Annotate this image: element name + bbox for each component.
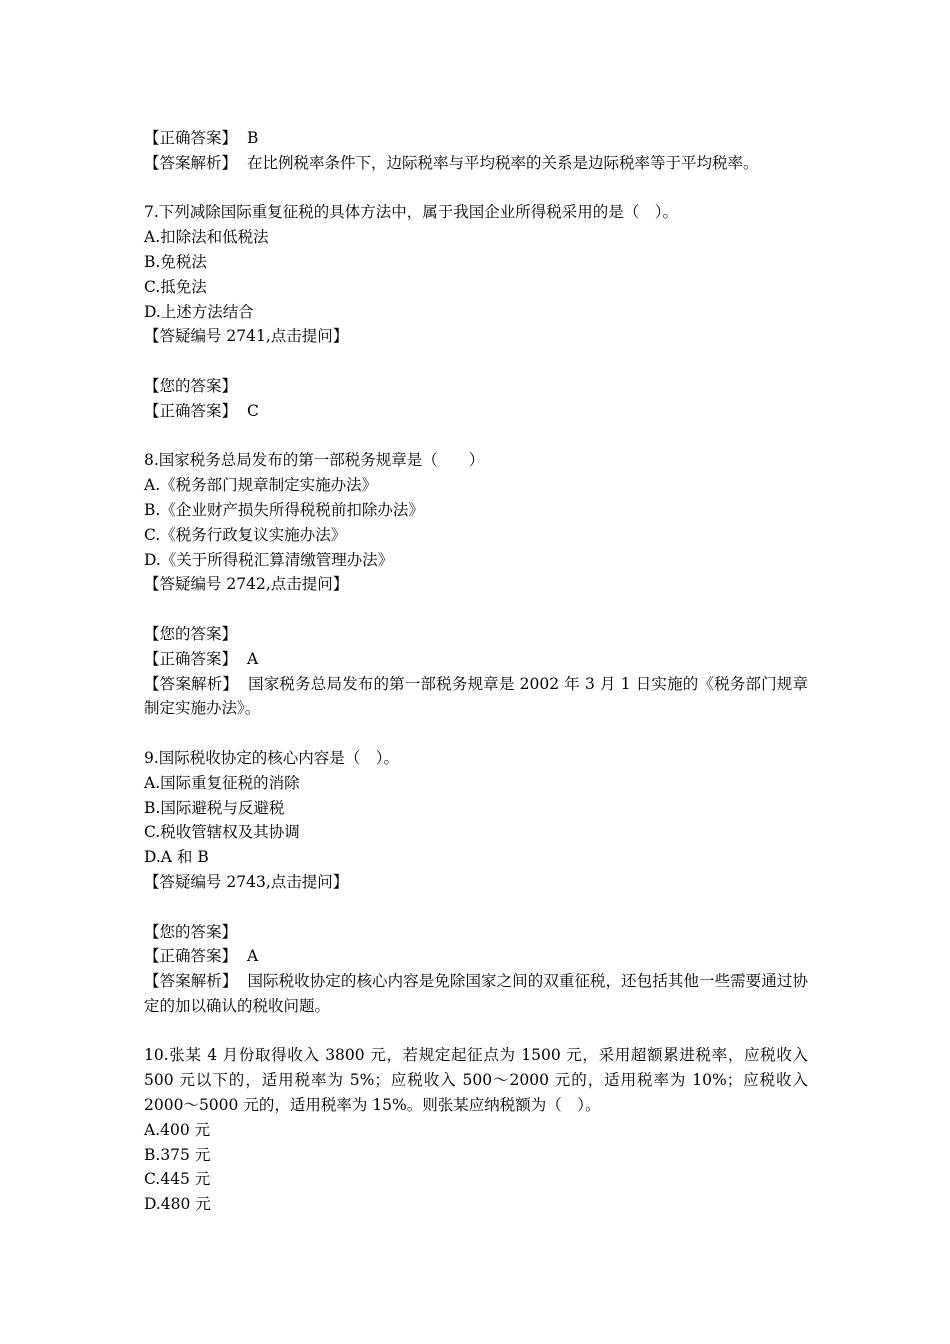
ask-question-link[interactable]: 【答疑编号 2743,点击提问】	[144, 872, 349, 891]
document-content	[144, 126, 808, 1217]
option-a: A.400 元	[144, 1120, 211, 1139]
question-stem: 10.张某 4 月份取得收入 3800 元，若规定起征点为 1500 元，采用超额累进税率，应税收入 500 元以下的，适用税率为 5%；应税收入 500～2000 元的，适用税率为 10%；应税收入 2000～5000 元的，适用税率为 15%。则张某应纳税额为（ ）。	[144, 1046, 808, 1115]
correct-answer-label: 【正确答案】	[144, 649, 238, 668]
correct-answer-row	[144, 944, 808, 969]
correct-answer-value: A	[247, 649, 259, 668]
option-a: A.国际重复征税的消除	[144, 773, 300, 792]
option-d: D.《关于所得税汇算清缴管理办法》	[144, 550, 394, 569]
your-answer-label: 【您的答案】	[144, 922, 238, 941]
correct-answer-row	[144, 647, 808, 672]
ask-question-link[interactable]: 【答疑编号 2742,点击提问】	[144, 575, 349, 594]
correct-answer-value: B	[247, 129, 259, 147]
answer-analysis-text: 国家税务总局发布的第一部税务规章是 2002 年 3 月 1 日实施的《税务部门规章制定实施办法》。	[144, 674, 808, 718]
correct-answer-row	[144, 399, 808, 424]
correct-answer-row	[144, 126, 808, 151]
answer-analysis-row	[144, 969, 808, 1019]
correct-answer-label: 【正确答案】	[144, 129, 238, 147]
answer-analysis-label: 【答案解析】	[144, 972, 238, 991]
option-b: B.《企业财产损失所得税税前扣除办法》	[144, 500, 424, 519]
option-c: C.抵免法	[144, 277, 207, 296]
option-d: D.上述方法结合	[144, 302, 254, 321]
your-answer-label: 【您的答案】	[144, 376, 238, 395]
option-c: C.税收管辖权及其协调	[144, 823, 300, 842]
question-stem: 7.下列减除国际重复征税的具体方法中，属于我国企业所得税采用的是（ ）。	[144, 203, 679, 222]
option-d: D.A 和 B	[144, 848, 209, 867]
answer-analysis-label: 【答案解析】	[144, 674, 239, 693]
correct-answer-value: C	[247, 401, 259, 420]
option-d: D.480 元	[144, 1195, 211, 1214]
option-a: A.《税务部门规章制定实施办法》	[144, 476, 378, 495]
ask-question-link[interactable]: 【答疑编号 2741,点击提问】	[144, 327, 349, 346]
answer-analysis-label: 【答案解析】	[144, 153, 238, 172]
option-a: A.扣除法和低税法	[144, 228, 269, 247]
correct-answer-label: 【正确答案】	[144, 401, 238, 420]
option-c: C.445 元	[144, 1170, 211, 1189]
option-b: B.国际避税与反避税	[144, 798, 285, 817]
question-stem: 9.国际税收协定的核心内容是（ ）。	[144, 748, 400, 767]
option-b: B.375 元	[144, 1145, 211, 1164]
answer-analysis-row	[144, 672, 808, 722]
correct-answer-value: A	[247, 947, 259, 966]
answer-analysis-row	[144, 151, 808, 176]
answer-analysis-text: 在比例税率条件下，边际税率与平均税率的关系是边际税率等于平均税率。	[247, 153, 759, 172]
answer-analysis-text: 国际税收协定的核心内容是免除国家之间的双重征税，还包括其他一些需要通过协定的加以确认的税收问题。	[144, 972, 808, 1015]
option-c: C.《税务行政复议实施办法》	[144, 525, 347, 544]
your-answer-label: 【您的答案】	[144, 624, 238, 643]
option-b: B.免税法	[144, 252, 207, 271]
question-stem: 8.国家税务总局发布的第一部税务规章是（ ）	[144, 451, 485, 470]
correct-answer-label: 【正确答案】	[144, 947, 238, 966]
